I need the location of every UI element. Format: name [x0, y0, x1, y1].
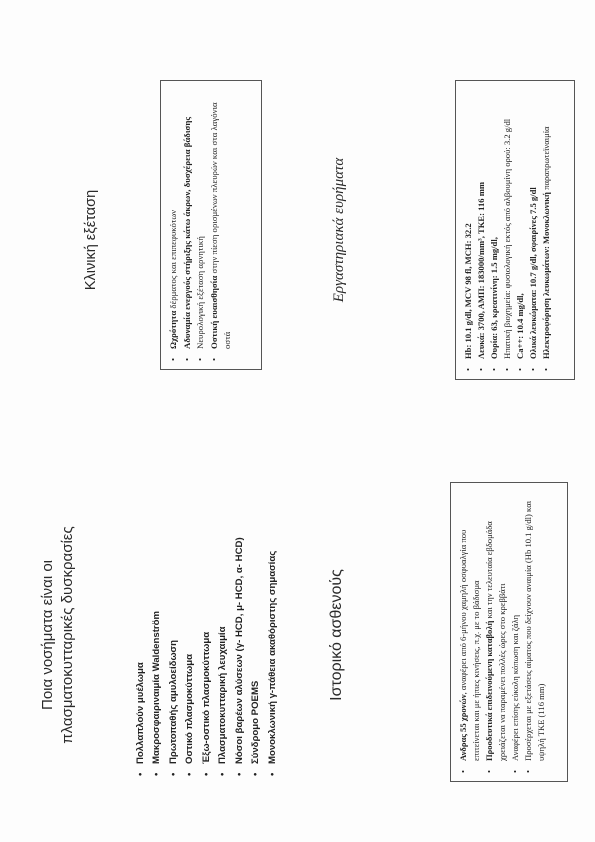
slide-lab-findings [325, 60, 580, 400]
list-item: • Μονοκλωνική γ-πάθεια ακαθόριστης σημασίας [265, 470, 282, 776]
list-item-emphasis: Λευκά: 3700, ΑΜΠ: 183000/mm³, ΤΚΕ: 116 mm [476, 181, 486, 359]
list-item [194, 89, 208, 361]
slide-title: Ποια νοσήματα είναι οι πλασματοκυτταρικές δυσκρασίες [39, 526, 77, 744]
slide-plasma-cell-dyscrasias [20, 470, 278, 800]
list-item-emphasis: Προοδευτικά επιδεινούμενη καταβολή [484, 620, 494, 761]
list-item: • Πρωτοπαθής αμυλοείδωση [166, 470, 183, 776]
list-item [208, 89, 235, 361]
list-item-text: και την τελευταία εβδομάδα χρειάζεται να παραμένει πολλές ώρες στο κρεββάτι [484, 521, 507, 761]
lab-box [455, 80, 575, 380]
disease-list [133, 470, 282, 776]
list-item-emphasis: Ηλεκτροφόρηση λευκωμάτων: Μονοκλωνική [541, 192, 551, 359]
list-item-text: Ηπατική βιοχημεία: φυσιολογική εκτός από αλβουμίνη ορού: 3.2 g/dl [502, 118, 512, 359]
list-item: • Μακροσφαιριναιμία Waldenström [149, 470, 166, 776]
list-item-text: Νευρολογική εξέταση αρνητική [195, 236, 205, 349]
list-item: • Οστικό πλασμοκύττωμα [182, 470, 199, 776]
history-list [457, 491, 548, 773]
slide-title: Κλινική εξέταση [83, 189, 99, 291]
list-item-text: στην πίεση ορισμένων πλευρών και στα λαγόνια οστά [208, 102, 232, 349]
list-item-emphasis: Ωχρότητα [168, 310, 178, 349]
list-item: • Έξω-οστικό πλασμοκύττωμα [199, 470, 216, 776]
exam-box [160, 80, 262, 370]
exam-list [167, 89, 235, 361]
list-item [501, 89, 514, 371]
list-item [457, 491, 483, 773]
list-item-text: , αναφέρει από 6-μήνου χαμηλή οσφυαλγία που επιτείνεται και με ήπιες κινήσεις, π.χ. με το βάδισμα [458, 529, 481, 761]
list-item-emphasis: Ουρία: 63, κρεατινίνη: 1.5 mg/dl, [489, 237, 499, 359]
list-item [509, 491, 522, 773]
list-item [475, 89, 488, 371]
list-item [488, 89, 501, 371]
list-item [527, 89, 540, 371]
list-item-text: Αναφέρει επίσης εύκολη κόπωση και ζάλη [510, 614, 520, 761]
list-item: • Νόσοι βαρέων αλύσεων (γ- HCD, μ- HCD, α- HCD) [232, 470, 249, 776]
list-item-text: παραπρωτεϊναιμία [541, 126, 551, 193]
list-item: • Σύνδρομο POEMS [248, 470, 265, 776]
slide-patient-history [310, 470, 580, 800]
list-item-text: δέρματος και επιπεφυκότων [168, 209, 178, 311]
list-item-emphasis: Οστική ευαισθησία [208, 275, 219, 349]
slide-clinical-exam [80, 70, 265, 370]
list-item [167, 89, 181, 361]
slide-title: Ιστορικό ασθενούς [328, 569, 345, 701]
list-item [181, 89, 195, 361]
lab-list [462, 89, 553, 371]
list-item [514, 89, 527, 371]
list-item [522, 491, 548, 773]
list-item-emphasis: Αδυναμία ενεργούς στήριξης κάτω άκρων, δυσχέρεια βάδισης [181, 116, 192, 349]
list-item: • Πλασματοκυτταρική λευχαιμία [215, 470, 232, 776]
list-item: • Πολλαπλούν μυέλωμα [133, 470, 150, 776]
slide-title: Εργαστηριακά ευρήματα [331, 157, 347, 303]
list-item-emphasis: Ολικά λευκώματα: 10.7 g/dl, σφαιρίνες 7.5 g/dl [528, 187, 538, 359]
list-item-emphasis: Hb: 10.1 g/dl, MCV 98 fl, MCH: 32.2 [463, 223, 473, 359]
list-item-text: Προσέρχεται με εξετάσεις αίματος που δείχνουν αναιμία (Hb 10.1 g/dl) και υψηλή ΤΚΕ (116 mm) [523, 500, 546, 761]
list-item-emphasis: Ανδρας 55 χρονών [458, 694, 468, 761]
history-box [450, 482, 568, 782]
list-item [462, 89, 475, 371]
list-item [483, 491, 509, 773]
list-item-emphasis: Ca++: 10.4 mg/dl, [515, 293, 525, 359]
list-item [540, 89, 553, 371]
